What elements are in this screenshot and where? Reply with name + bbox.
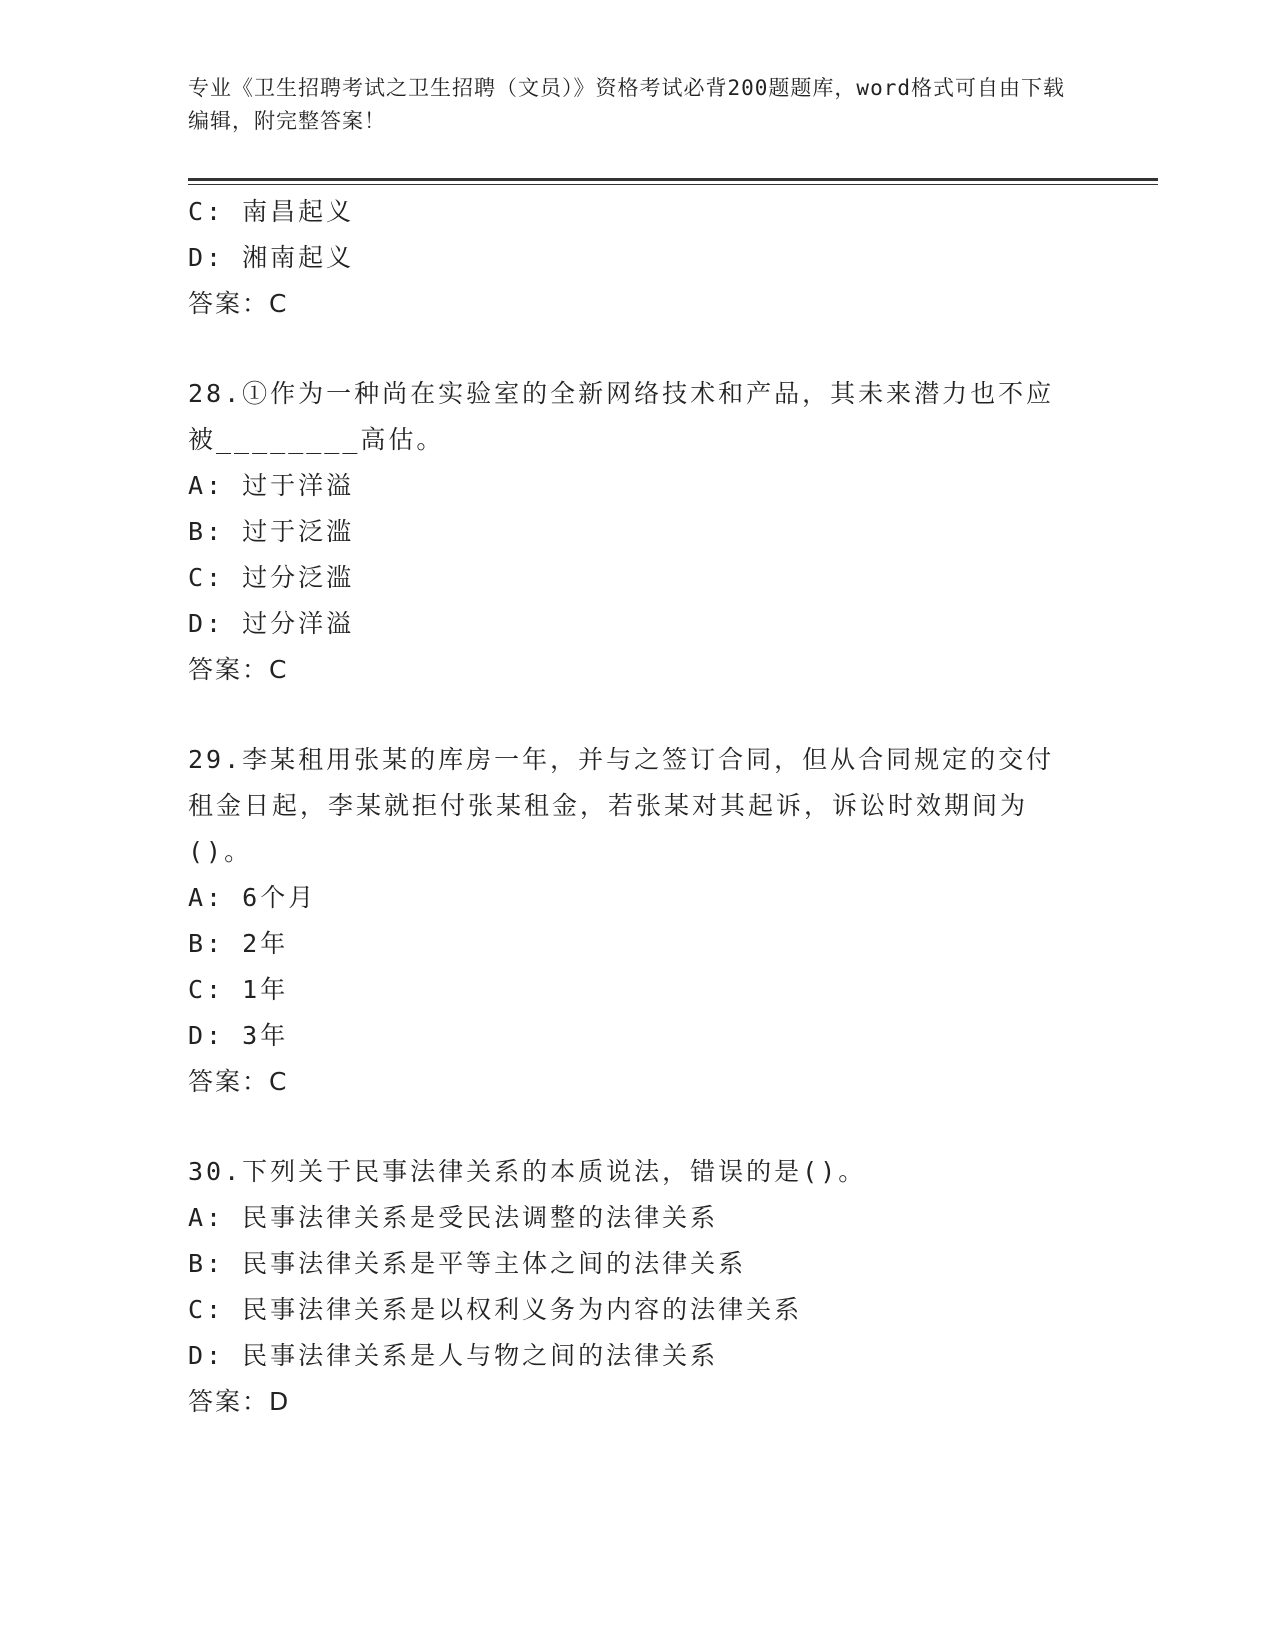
prev-question-block xyxy=(188,189,1088,327)
option-c: C: 过分泛滥 xyxy=(188,563,355,592)
option-d: D: 湘南起义 xyxy=(188,243,355,272)
question-stem-line: 30.下列关于民事法律关系的本质说法，错误的是()。 xyxy=(188,1157,867,1186)
option-b: B: 民事法律关系是平等主体之间的法律关系 xyxy=(188,1249,747,1278)
option-a: A: 民事法律关系是受民法调整的法律关系 xyxy=(188,1203,719,1232)
question-30 xyxy=(188,1149,1088,1425)
option-d: D: 3年 xyxy=(188,1021,289,1050)
option-a: A: 过于洋溢 xyxy=(188,471,355,500)
header-divider xyxy=(188,178,1158,181)
option-c: C: 1年 xyxy=(188,975,289,1004)
header-divider-thin xyxy=(188,184,1158,185)
question-content xyxy=(188,189,1088,1425)
option-b: B: 过于泛滥 xyxy=(188,517,355,546)
option-b: B: 2年 xyxy=(188,929,289,958)
question-stem-line: ()。 xyxy=(188,837,253,866)
answer-line: 答案：C xyxy=(188,1067,289,1096)
question-stem-line: 28.①作为一种尚在实验室的全新网络技术和产品，其未来潜力也不应 xyxy=(188,379,1055,408)
question-stem-line: 租金日起，李某就拒付张某租金，若张某对其起诉，诉讼时效期间为 xyxy=(188,791,1029,820)
option-d: D: 过分洋溢 xyxy=(188,609,355,638)
question-29 xyxy=(188,737,1088,1105)
option-a: A: 6个月 xyxy=(188,883,317,912)
page-header: 专业《卫生招聘考试之卫生招聘（文员）》资格考试必背200题题库，word格式可自由下载编辑，附完整答案！ xyxy=(188,76,1065,133)
answer-line: 答案：C xyxy=(188,289,289,318)
option-d: D: 民事法律关系是人与物之间的法律关系 xyxy=(188,1341,719,1370)
answer-line: 答案：D xyxy=(188,1387,291,1416)
question-stem-line: 被________高估。 xyxy=(188,425,445,454)
answer-line: 答案：C xyxy=(188,655,289,684)
question-stem-line: 29.李某租用张某的库房一年，并与之签订合同，但从合同规定的交付 xyxy=(188,745,1055,774)
option-c: C: 民事法律关系是以权利义务为内容的法律关系 xyxy=(188,1295,803,1324)
question-28 xyxy=(188,371,1088,693)
option-c: C: 南昌起义 xyxy=(188,197,355,226)
